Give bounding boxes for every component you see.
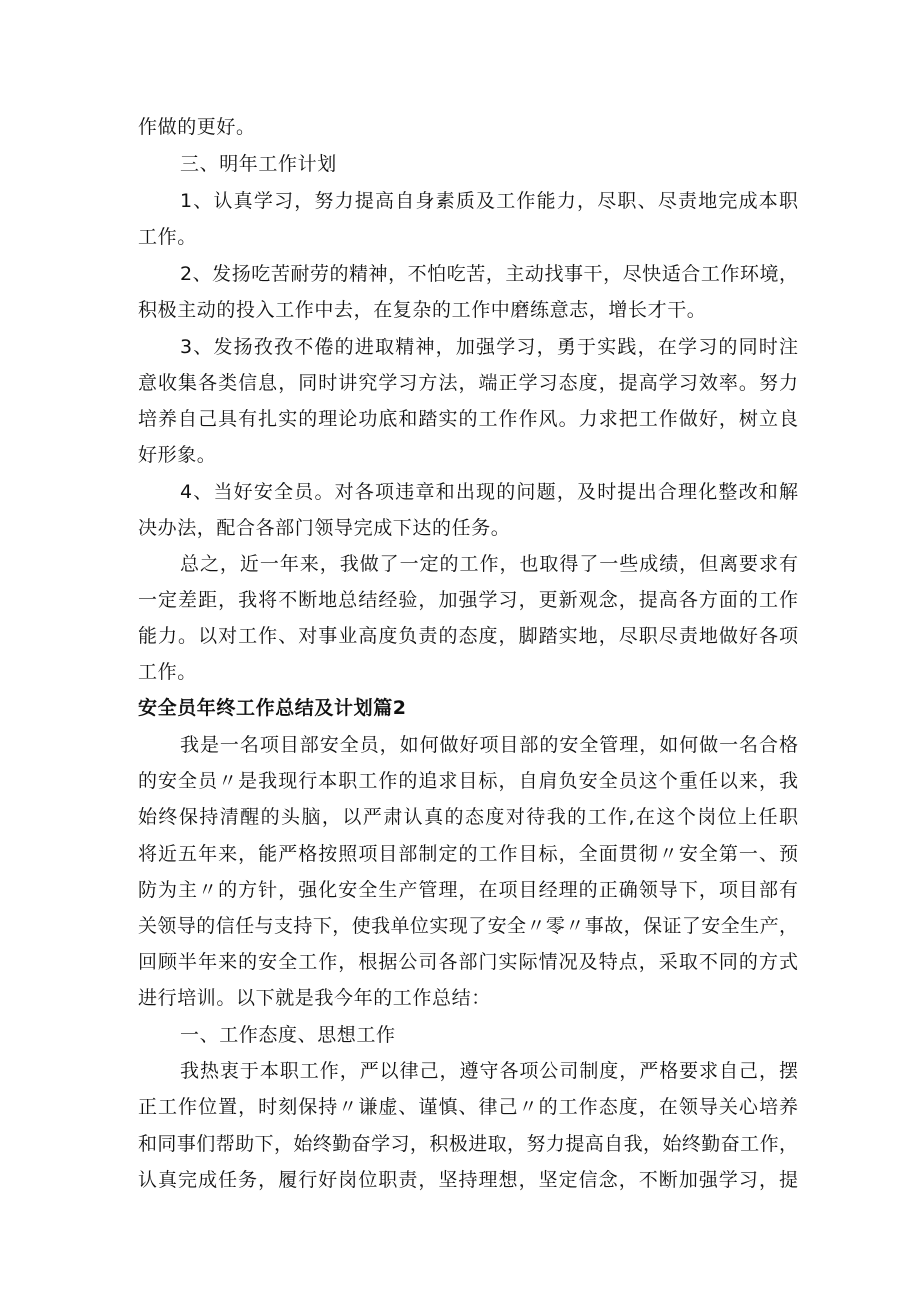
section-heading: 三、明年工作计划: [180, 153, 337, 175]
text-line: 工作。: [138, 226, 197, 248]
text-line: 将近五年来，能严格按照项目部制定的工作目标，全面贯彻〃安全第一、预: [138, 843, 798, 865]
text-line: 2、发扬吃苦耐劳的精神，不怕吃苦，主动找事干，尽快适合工作环境，: [180, 263, 798, 285]
section-heading: 一、工作态度、思想工作: [180, 1024, 396, 1046]
text-line: 我热衷于本职工作，严以律己，遵守各项公司制度，严格要求自己，摆: [180, 1060, 798, 1082]
text-line: 认真完成任务，履行好岗位职责，坚持理想，坚定信念，不断加强学习，提: [138, 1169, 798, 1191]
text-line: 总之，近一年来，我做了一定的工作，也取得了一些成绩，但离要求有: [180, 553, 798, 575]
text-line: 意收集各类信息，同时讲究学习方法，端正学习态度，提高学习效率。努力: [138, 372, 798, 394]
text-line: 回顾半年来的安全工作，根据公司各部门实际情况及特点，采取不同的方式: [138, 951, 798, 973]
text-line: 决办法，配合各部门领导完成下达的任务。: [138, 517, 511, 539]
text-line: 我是一名项目部安全员，如何做好项目部的安全管理，如何做一名合格: [180, 734, 798, 756]
text-line: 好形象。: [138, 444, 217, 466]
text-line: 3、发扬孜孜不倦的进取精神，加强学习，勇于实践，在学习的同时注: [180, 336, 798, 358]
text-line: 一定差距，我将不断地总结经验，加强学习，更新观念，提高各方面的工作: [138, 589, 798, 611]
text-line: 积极主动的投入工作中去，在复杂的工作中磨练意志，增长才干。: [138, 299, 707, 321]
text-line: 培养自己具有扎实的理论功底和踏实的工作作风。力求把工作做好，树立良: [138, 408, 798, 430]
text-line: 始终保持清醒的头脑，以严肃认真的态度对待我的工作,在这个岗位上任职: [138, 806, 798, 828]
text-line: 和同事们帮助下，始终勤奋学习，积极进取，努力提高自我，始终勤奋工作，: [138, 1133, 798, 1155]
text-line: 的安全员〃是我现行本职工作的追求目标，自肩负安全员这个重任以来，我: [138, 770, 798, 792]
article-heading: 安全员年终工作总结及计划篇2: [138, 697, 407, 719]
text-line: 正工作位置，时刻保持〃谦虚、谨慎、律己〃的工作态度，在领导关心培养: [138, 1096, 798, 1118]
text-line: 防为主〃的方针，强化安全生产管理，在项目经理的正确领导下，项目部有: [138, 879, 798, 901]
text-line: 关领导的信任与支持下，使我单位实现了安全〃零〃事故，保证了安全生产，: [138, 915, 798, 937]
text-line: 作做的更好。: [138, 116, 256, 138]
text-line: 4、当好安全员。对各项违章和出现的问题，及时提出合理化整改和解: [180, 481, 798, 503]
text-line: 进行培训。以下就是我今年的工作总结：: [138, 987, 491, 1009]
text-line: 工作。: [138, 661, 197, 683]
text-line: 1、认真学习，努力提高自身素质及工作能力，尽职、尽责地完成本职: [180, 190, 798, 212]
text-line: 能力。以对工作、对事业高度负责的态度，脚踏实地，尽职尽责地做好各项: [138, 625, 798, 647]
